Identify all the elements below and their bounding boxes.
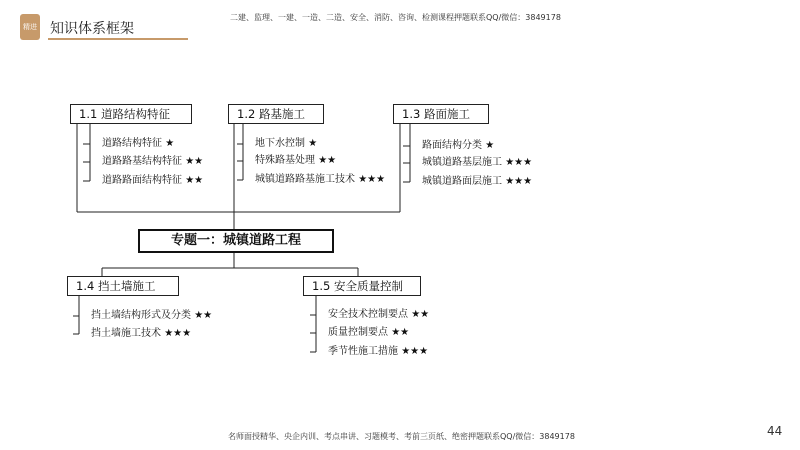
list-item: 路面结构分类 ★ [422,140,495,151]
list-item: 挡土墙结构形式及分类 ★★ [91,310,213,321]
star-rating: ★★★ [358,174,386,185]
star-rating: ★ [308,138,318,149]
list-item: 城镇道路基层施工 ★★★ [422,157,533,168]
list-item: 道路路面结构特征 ★★ [102,175,204,186]
list-item: 季节性施工措施 ★★★ [328,346,429,357]
header-notice: 二建、监理、一建、一造、二造、安全、消防、咨询、检测课程押题联系QQ/微信：3849178 [230,13,561,22]
branch-1-4-box: 1.4 挡土墙施工 [67,276,179,296]
branch-1-3-box: 1.3 路面施工 [393,104,489,124]
star-rating: ★★ [194,310,213,321]
central-topic: 专题一：城镇道路工程 [138,229,334,253]
branch-1-1-box: 1.1 道路结构特征 [70,104,192,124]
list-item: 道路结构特征 ★ [102,138,175,149]
page-number: 44 [767,424,783,438]
list-item: 城镇道路面层施工 ★★★ [422,176,533,187]
list-item: 地下水控制 ★ [255,138,318,149]
branch-1-2-box: 1.2 路基施工 [228,104,324,124]
list-item: 道路路基结构特征 ★★ [102,156,204,167]
star-rating: ★★★ [401,346,429,357]
star-rating: ★★ [391,327,410,338]
star-rating: ★ [165,138,175,149]
star-rating: ★ [485,140,495,151]
footer-notice: 名师面授精华、央企内训、考点串讲、习题模考、考前三页纸、绝密押题联系QQ/微信：3849178 [228,432,575,441]
star-rating: ★★★ [164,328,192,339]
list-item: 质量控制要点 ★★ [328,327,410,338]
list-item: 特殊路基处理 ★★ [255,155,337,166]
star-rating: ★★ [185,175,204,186]
star-rating: ★★ [185,156,204,167]
list-item: 安全技术控制要点 ★★ [328,309,430,320]
star-rating: ★★ [318,155,337,166]
list-item: 挡土墙施工技术 ★★★ [91,328,192,339]
list-item: 城镇道路路基施工技术 ★★★ [255,174,386,185]
star-rating: ★★★ [505,157,533,168]
brand-logo: 精进 [20,14,40,40]
star-rating: ★★★ [505,176,533,187]
page-title: 知识体系框架 [50,21,134,37]
branch-1-5-box: 1.5 安全质量控制 [303,276,421,296]
star-rating: ★★ [411,309,430,320]
